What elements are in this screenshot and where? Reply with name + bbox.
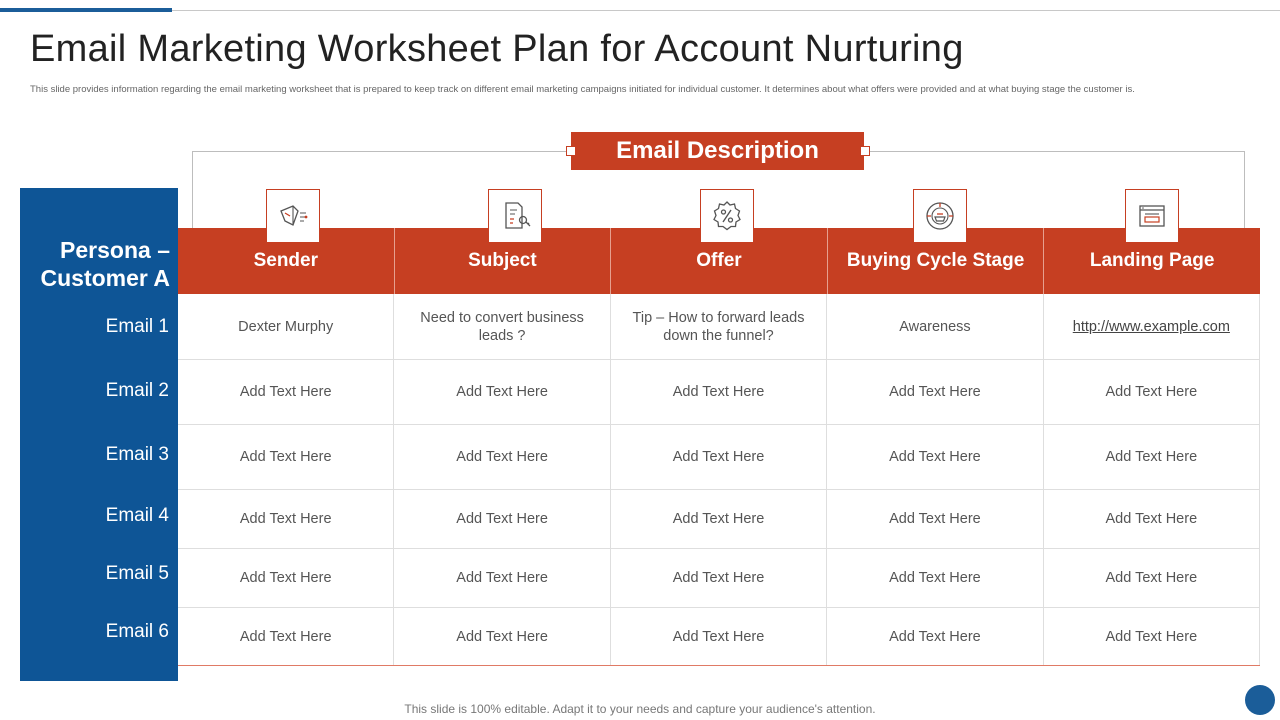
table-row <box>178 490 1260 549</box>
table-cell: Add Text Here <box>1044 608 1260 665</box>
row-label-email-1: Email 1 <box>105 316 169 337</box>
banner-left-handle <box>566 146 576 156</box>
header-buying-cycle-stage: Buying Cycle Stage <box>828 228 1045 294</box>
table-cell: Add Text Here <box>611 549 827 607</box>
buying-cycle-icon <box>913 189 967 243</box>
slide-subtitle: This slide provides information regarding the email marketing worksheet that is prepared to keep track on different email marketing campaigns initiated for individual customer. It determines about what offers were provided and at what buying stage the customer is. <box>30 84 1135 95</box>
table-cell: Add Text Here <box>611 360 827 424</box>
table-row <box>178 294 1260 360</box>
table-row <box>178 425 1260 490</box>
row-label-email-6: Email 6 <box>105 621 169 642</box>
email-description-banner: Email Description <box>571 132 864 170</box>
table-cell: Add Text Here <box>827 608 1043 665</box>
table-cell: Add Text Here <box>1044 360 1260 424</box>
table-cell: Dexter Murphy <box>178 294 394 359</box>
table-cell: Add Text Here <box>394 608 610 665</box>
table-cell: Add Text Here <box>178 360 394 424</box>
table-cell: Tip – How to forward leads down the funnel? <box>611 294 827 359</box>
table-cell: Add Text Here <box>611 490 827 548</box>
table-row <box>178 360 1260 425</box>
table-row <box>178 549 1260 608</box>
header-offer: Offer <box>611 228 828 294</box>
table-cell: Add Text Here <box>1044 549 1260 607</box>
landing-page-icon <box>1125 189 1179 243</box>
table-cell: Add Text Here <box>394 490 610 548</box>
table-cell: Add Text Here <box>827 549 1043 607</box>
table-cell: Add Text Here <box>178 549 394 607</box>
table-cell <box>1044 294 1260 359</box>
table-cell: Add Text Here <box>394 360 610 424</box>
subject-icon <box>488 189 542 243</box>
table-cell: Add Text Here <box>827 360 1043 424</box>
landing-page-link[interactable]: http://www.example.com <box>1072 318 1230 335</box>
table-cell: Awareness <box>827 294 1043 359</box>
banner-right-handle <box>860 146 870 156</box>
slide-footer: This slide is 100% editable. Adapt it to your needs and capture your audience's attention. <box>404 702 876 716</box>
top-accent-bar <box>0 8 172 12</box>
offer-icon <box>700 189 754 243</box>
slide-title: Email Marketing Worksheet Plan for Account Nurturing <box>30 28 964 70</box>
top-rule <box>0 10 1280 11</box>
header-landing-page: Landing Page <box>1089 250 1215 271</box>
worksheet-table <box>178 294 1260 666</box>
table-cell: Add Text Here <box>178 608 394 665</box>
table-cell: Need to convert business leads ? <box>394 294 610 359</box>
header-subject: Subject <box>395 228 612 294</box>
table-row <box>178 608 1260 665</box>
row-label-email-5: Email 5 <box>105 563 169 584</box>
sender-icon <box>266 189 320 243</box>
table-cell: Add Text Here <box>178 490 394 548</box>
row-label-email-2: Email 2 <box>105 380 169 401</box>
persona-label: Persona – Customer A <box>40 237 170 291</box>
table-cell: Add Text Here <box>827 490 1043 548</box>
table-cell: Add Text Here <box>1044 490 1260 548</box>
table-cell: Add Text Here <box>827 425 1043 489</box>
row-label-email-4: Email 4 <box>105 505 169 526</box>
table-cell: Add Text Here <box>394 425 610 489</box>
corner-decoration <box>1245 685 1275 715</box>
table-cell: Add Text Here <box>1044 425 1260 489</box>
header-sender: Sender <box>178 228 395 294</box>
row-label-email-3: Email 3 <box>105 444 169 465</box>
table-cell: Add Text Here <box>611 425 827 489</box>
table-cell: Add Text Here <box>178 425 394 489</box>
table-cell: Add Text Here <box>394 549 610 607</box>
table-cell: Add Text Here <box>611 608 827 665</box>
